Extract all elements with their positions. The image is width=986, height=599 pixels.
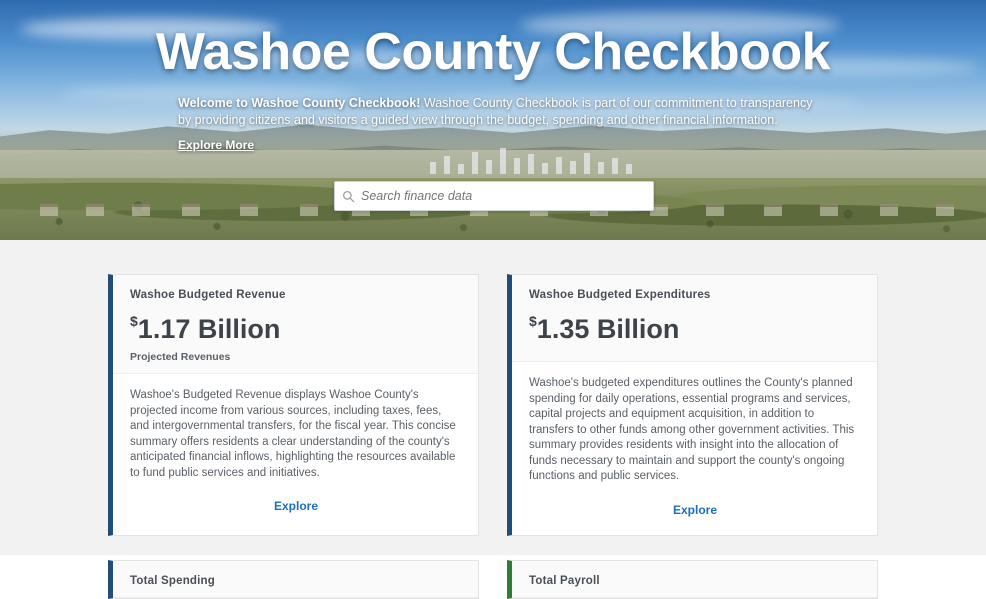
currency-symbol: $	[529, 313, 537, 329]
card-header	[113, 561, 478, 598]
search-input[interactable]	[361, 189, 653, 203]
card-total-spending[interactable]	[108, 560, 479, 599]
card-title: Washoe Budgeted Expenditures	[529, 289, 711, 301]
card-footer	[512, 495, 877, 535]
card-total-payroll[interactable]	[507, 560, 878, 599]
card-title: Washoe Budgeted Revenue	[130, 289, 286, 301]
card-sublabel: Projected Revenues	[130, 351, 231, 363]
card-footer	[113, 491, 478, 531]
page-title: Washoe County Checkbook	[155, 23, 831, 81]
card-header	[512, 275, 877, 362]
card-header	[512, 561, 877, 598]
card-budgeted-expenditures[interactable]	[507, 274, 878, 536]
card-explore-link[interactable]: Explore	[273, 499, 318, 513]
card-explore-link[interactable]: Explore	[672, 502, 717, 517]
card-title: Total Spending	[130, 574, 215, 587]
card-description: Washoe's budgeted expenditures outlines the County's planned spending for daily operations, essential programs and services, capital projects and equipment acquisition, in addition to transfers to other funds among other government activities. This summary provides residents with insight into the allocation of funds necessary to maintain and support the county's ongoing functions and public services.	[529, 377, 855, 482]
search-icon	[335, 190, 361, 203]
card-title: Total Payroll	[529, 574, 600, 587]
card-header	[113, 275, 478, 374]
search-box[interactable]	[334, 181, 654, 211]
hero-welcome-strong: Welcome to Washoe County Checkbook!	[178, 96, 421, 110]
hero-description	[178, 95, 818, 129]
card-budgeted-revenue[interactable]	[108, 274, 479, 536]
main-content	[0, 240, 986, 587]
hero-banner	[0, 0, 986, 240]
card-value-number: 1.17 Billion	[137, 314, 281, 344]
card-value	[130, 307, 462, 345]
explore-more-link[interactable]: Explore More	[178, 138, 255, 152]
currency-symbol: $	[130, 313, 138, 329]
card-description: Washoe's Budgeted Revenue displays Washoe County's projected income from various sources, including taxes, fees, and intergovernmental transfers, for the fiscal year. This concise summary offers residents a clear understanding of the county's anticipated financial inflows, highlighting the resources available to fund public services and initiatives.	[130, 389, 456, 479]
card-value	[529, 307, 861, 345]
card-grid	[108, 274, 878, 599]
hero-welcome-rest: Washoe County Checkbook is part of our commitment to transparency by providing citizens and visitors a guided view through the budget, spending and other financial information.	[178, 96, 813, 127]
card-value-number: 1.35 Billion	[536, 314, 680, 344]
